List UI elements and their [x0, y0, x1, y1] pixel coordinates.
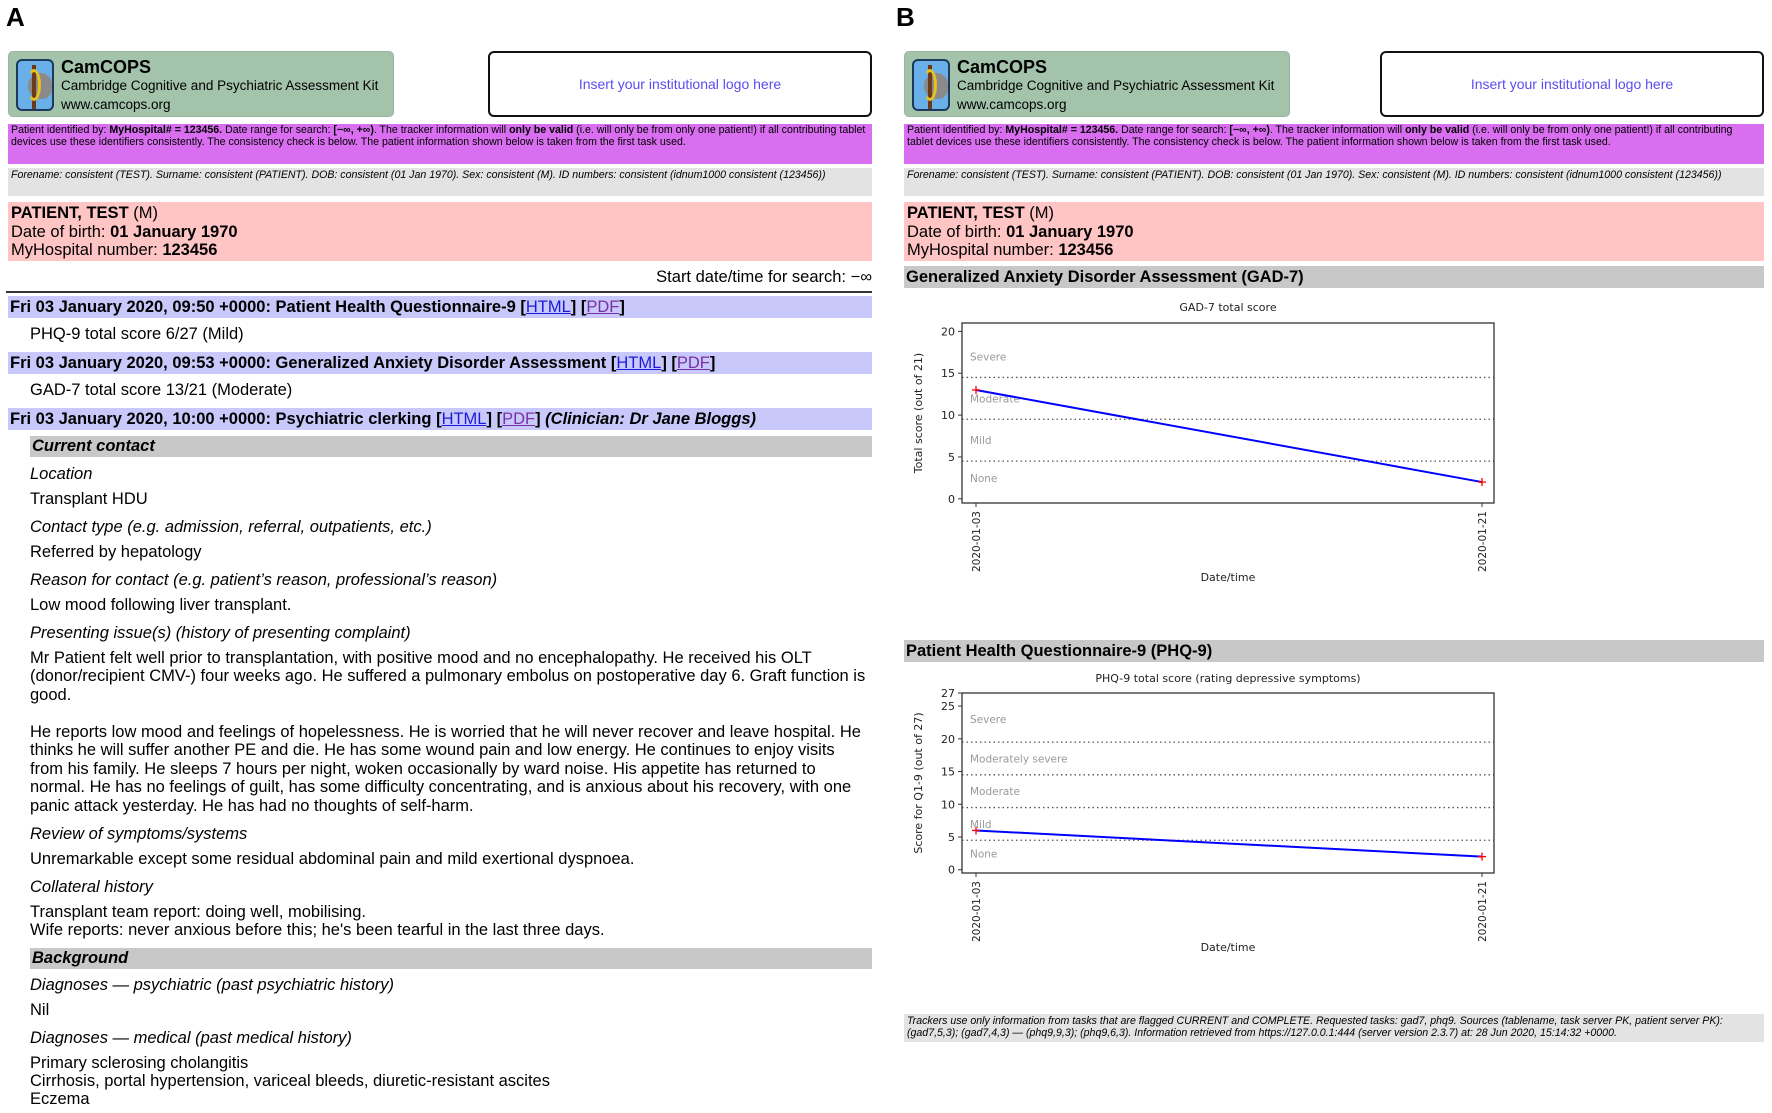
answer-collateral-1: Transplant team report: doing well, mobilising.: [30, 903, 366, 921]
band-label: None: [970, 848, 998, 861]
html-link[interactable]: HTML: [441, 410, 487, 428]
band-label: Mild: [970, 435, 992, 448]
notice-text: Date range for search:: [1118, 124, 1230, 136]
chart-title: GAD-7 total score: [1179, 301, 1277, 314]
search-start-date: Start date/time for search: −∞: [656, 268, 872, 286]
patient-dob: 01 January 1970: [110, 222, 238, 241]
x-tick-label: 2020-01-03: [971, 511, 983, 573]
patient-id: 123456: [1058, 241, 1114, 259]
x-axis-label: Date/time: [1200, 941, 1256, 954]
x-tick-label: 2020-01-21: [1477, 881, 1489, 943]
band-label: Moderate: [970, 393, 1020, 406]
institution-logo-placeholder: [488, 51, 872, 117]
app-subtitle: Cambridge Cognitive and Psychiatric Assessment Kit: [61, 78, 379, 93]
x-axis-label: Date/time: [1200, 571, 1256, 584]
app-url: www.camcops.org: [61, 97, 171, 112]
y-tick-label: 10: [941, 409, 955, 423]
task-title: Fri 03 January 2020, 09:50 +0000: Patient Health Questionnaire-9: [10, 298, 521, 316]
y-tick-label: 15: [941, 367, 955, 381]
band-label: Moderately severe: [970, 753, 1068, 766]
consistency-check: Forename: consistent (TEST). Surname: consistent (PATIENT). DOB: consistent (01 Jan 1970). Sex: consistent (M). ID numbers: consistent (idnum1000 consistent (123456)): [904, 168, 1764, 196]
band-label: None: [970, 472, 998, 485]
patient-id-notice: [8, 124, 872, 164]
gad7-chart: [904, 298, 1564, 620]
app-title: CamCOPS: [957, 57, 1048, 77]
answer-medical-1: Primary sclerosing cholangitis: [30, 1054, 249, 1072]
answer-location: Transplant HDU: [30, 490, 148, 508]
tracker-footer: Trackers use only information from tasks that are flagged CURRENT and COMPLETE. Requested tasks: gad7, phq9. Sources (tablename, task server PK, patient server PK): (gad7,5,3); (gad7,4,3) — (phq9,9,3); (phq9,6,3). Information retrieved from https://127.0.0.1:444 (server version 2.3.7) at: 28 Jun 2020, 15:14:32 +0000.: [904, 1014, 1764, 1042]
patient-id: 123456: [162, 241, 218, 259]
question-contact-type: Contact type (e.g. admission, referral, outpatients, etc.): [30, 518, 432, 536]
task-title: Fri 03 January 2020, 09:53 +0000: Generalized Anxiety Disorder Assessment: [10, 354, 611, 372]
section-current-contact: Current contact: [30, 436, 872, 457]
answer-reason: Low mood following liver transplant.: [30, 596, 292, 614]
notice-range: [−∞, +∞): [333, 124, 374, 136]
patient-sex: (M): [1024, 204, 1054, 222]
score-line: [976, 390, 1482, 482]
html-link[interactable]: HTML: [616, 354, 662, 372]
plot-frame: [962, 323, 1494, 503]
task-header-clerking: Fri 03 January 2020, 10:00 +0000: Psychiatric clerking [HTML] [PDF] (Clinician: Dr Jane Bloggs): [8, 408, 872, 430]
answer-presenting-1: Mr Patient felt well prior to transplantation, with positive mood and no encephalopathy. He received his OLT (donor/recipient CMV-) four weeks ago. He suffered a pulmonary embolus on postoperative day 6. Graft function is good.: [30, 649, 866, 704]
patient-sex: (M): [128, 204, 158, 222]
notice-range: [−∞, +∞): [1229, 124, 1270, 136]
id-label: MyHospital number:: [11, 241, 163, 259]
patient-info: [8, 202, 872, 261]
task-summary: GAD-7 total score 13/21 (Moderate): [30, 381, 293, 399]
id-label: MyHospital number:: [907, 241, 1059, 259]
page-header: [904, 51, 1764, 117]
notice-valid: only be valid: [509, 124, 574, 136]
app-subtitle: Cambridge Cognitive and Psychiatric Assessment Kit: [957, 78, 1275, 93]
notice-valid: only be valid: [1405, 124, 1470, 136]
score-line: [976, 830, 1482, 856]
institution-logo-placeholder: [1380, 51, 1764, 117]
question-collateral: Collateral history: [30, 878, 153, 896]
answer-medical-3: Eczema: [30, 1090, 90, 1108]
patient-id-notice: [904, 124, 1764, 164]
y-axis-label: Score for Q1-9 (out of 27): [912, 712, 925, 854]
phq9-chart: [904, 672, 1564, 1002]
section-gad7-tracker: Generalized Anxiety Disorder Assessment (GAD-7): [904, 266, 1764, 288]
answer-review-systems: Unremarkable except some residual abdominal pain and mild exertional dyspnoea.: [30, 850, 635, 868]
camcops-logo-icon: [16, 59, 54, 111]
band-label: Severe: [970, 351, 1007, 364]
plot-frame: [962, 693, 1494, 873]
task-header-gad7: Fri 03 January 2020, 09:53 +0000: Generalized Anxiety Disorder Assessment [HTML] [PDF]: [8, 352, 872, 374]
answer-contact-type: Referred by hepatology: [30, 543, 202, 561]
page-header: [8, 51, 872, 117]
notice-id: MyHospital# = 123456.: [109, 124, 223, 136]
x-tick-label: 2020-01-03: [971, 881, 983, 943]
html-link[interactable]: HTML: [525, 298, 571, 316]
section-phq9-tracker: Patient Health Questionnaire-9 (PHQ-9): [904, 640, 1764, 662]
notice-text: (i.e. will only be from only one patient!) if all contributing tablet devices use these identifiers consistently. The consistency check is below. The patient information shown below is taken from the first task used.: [907, 124, 1733, 148]
notice-text: . The tracker information will: [1269, 124, 1406, 136]
band-label: Mild: [970, 818, 992, 831]
app-url: www.camcops.org: [957, 97, 1067, 112]
question-review-systems: Review of symptoms/systems: [30, 825, 248, 843]
y-tick-label: 0: [948, 492, 955, 506]
clinician: (Clinician: Dr Jane Bloggs): [545, 410, 757, 428]
band-label: Severe: [970, 714, 1007, 727]
camcops-logo-icon: [912, 59, 950, 111]
patient-name: PATIENT, TEST: [907, 204, 1025, 222]
question-psych-diagnoses: Diagnoses — psychiatric (past psychiatric history): [30, 976, 395, 994]
y-tick-label: 27: [941, 687, 955, 700]
y-tick-label: 15: [941, 765, 955, 779]
dob-label: Date of birth:: [11, 222, 111, 241]
task-summary: PHQ-9 total score 6/27 (Mild): [30, 325, 244, 343]
patient-dob: 01 January 1970: [1006, 222, 1134, 241]
consistency-check: Forename: consistent (TEST). Surname: consistent (PATIENT). DOB: consistent (01 Jan 1970). Sex: consistent (M). ID numbers: consistent (idnum1000 consistent (123456)): [8, 168, 872, 196]
task-header-phq9: Fri 03 January 2020, 09:50 +0000: Patient Health Questionnaire-9 [HTML] [PDF]: [8, 296, 872, 318]
y-tick-label: 25: [941, 700, 955, 714]
notice-id: MyHospital# = 123456.: [1005, 124, 1119, 136]
question-presenting: Presenting issue(s) (history of presenting complaint): [30, 624, 411, 642]
answer-psych-diagnoses: Nil: [30, 1001, 50, 1019]
panel-label: A: [6, 2, 25, 32]
panel-label: B: [896, 2, 915, 32]
answer-presenting-2: He reports low mood and feelings of hopelessness. He is worried that he will never recover and leave hospital. He thinks he will suffer another PE and die. He has some wound pain and low energy. He continues to enjoy visits from his family. He sleeps 7 hours per night, woken occasionally by ward noise. His appetite has returned to normal. He has no feelings of guilt, has some difficulty concentrating, and is anxious about his recovery, with one panic attack yesterday. He has had no thoughts of self-harm.: [30, 723, 861, 815]
section-background: Background: [30, 948, 872, 969]
answer-medical-2: Cirrhosis, portal hypertension, variceal bleeds, diuretic-resistant ascites: [30, 1072, 550, 1090]
x-tick-label: 2020-01-21: [1477, 511, 1489, 573]
camcops-logo-box: [904, 51, 1290, 117]
y-tick-label: 5: [948, 831, 955, 844]
notice-text: . The tracker information will: [373, 124, 510, 136]
dob-label: Date of birth:: [907, 222, 1007, 241]
divider: [6, 291, 872, 293]
notice-text: (i.e. will only be from only one patient!) if all contributing tablet devices use these identifiers consistently. The consistency check is below. The patient information shown below is taken from the first task used.: [11, 124, 866, 148]
chart-title: PHQ-9 total score (rating depressive symptoms): [1095, 672, 1361, 685]
notice-text: Date range for search:: [222, 124, 334, 136]
pdf-link[interactable]: PDF: [586, 298, 620, 316]
patient-name: PATIENT, TEST: [11, 204, 129, 222]
patient-info: [904, 202, 1764, 261]
notice-text: Patient identified by:: [11, 124, 110, 136]
notice-text: Patient identified by:: [907, 124, 1006, 136]
question-reason: Reason for contact (e.g. patient’s reason, professional’s reason): [30, 571, 498, 589]
y-tick-label: 0: [948, 863, 955, 877]
app-title: CamCOPS: [61, 57, 152, 77]
y-tick-label: 20: [941, 325, 955, 339]
y-tick-label: 20: [941, 732, 955, 746]
band-label: Moderate: [970, 786, 1020, 799]
pdf-link[interactable]: PDF: [676, 354, 710, 372]
question-location: Location: [30, 465, 93, 483]
camcops-logo-box: [8, 51, 394, 117]
y-tick-label: 5: [948, 450, 955, 464]
y-axis-label: Total score (out of 21): [912, 352, 925, 474]
question-medical-diagnoses: Diagnoses — medical (past medical history): [30, 1029, 352, 1047]
answer-collateral-2: Wife reports: never anxious before this; he's been tearful in the last three days.: [30, 921, 605, 939]
institution-placeholder-text: Insert your institutional logo here: [1470, 76, 1674, 92]
pdf-link[interactable]: PDF: [502, 410, 536, 428]
task-title: Fri 03 January 2020, 10:00 +0000: Psychiatric clerking: [10, 410, 437, 428]
y-tick-label: 10: [941, 798, 955, 812]
institution-placeholder-text: Insert your institutional logo here: [578, 76, 782, 92]
